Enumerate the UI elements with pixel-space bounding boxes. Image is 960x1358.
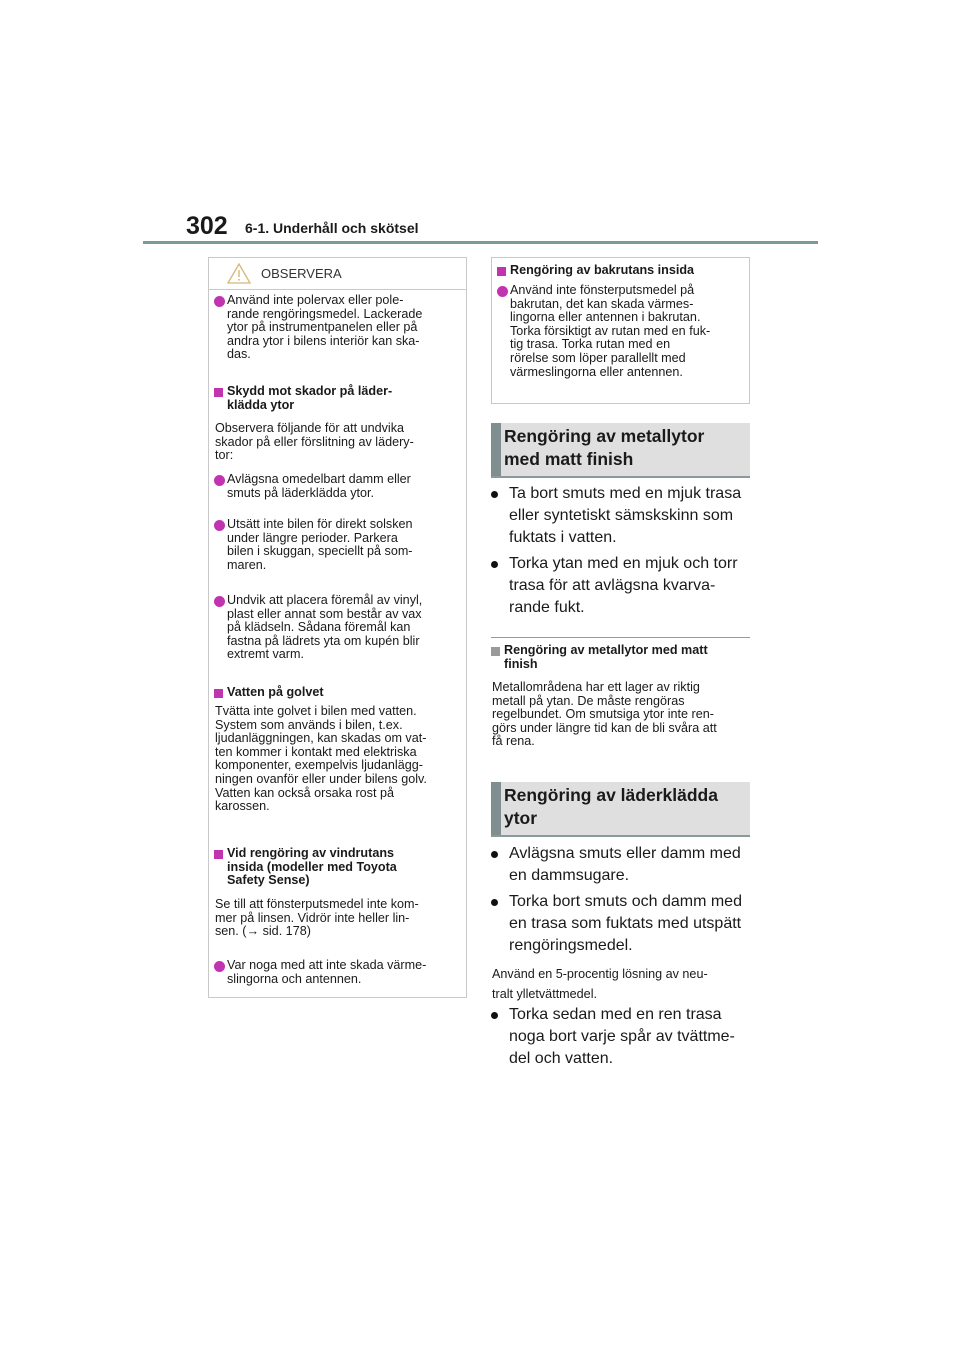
caution-title: OBSERVERA <box>261 266 342 281</box>
text-line: Skydd mot skador på läder- <box>227 384 393 398</box>
text-line: noga bort varje spår av tvättme- <box>509 1028 735 1045</box>
text-line: Metallområdena har ett lager av riktig <box>492 680 700 694</box>
leather-section-heading <box>491 782 750 837</box>
text-line: klädda ytor <box>227 397 295 412</box>
header-rule <box>143 241 818 244</box>
square-bullet-icon <box>497 267 506 276</box>
text-line: ljudanläggningen, kan skadas om vat- <box>215 731 427 746</box>
text-line: plast eller annat som består av vax <box>227 606 422 621</box>
text-line: eller syntetiskt sämskskinn som <box>509 507 734 524</box>
heading-bar <box>491 423 501 476</box>
text-line: rande fukt. <box>509 599 585 616</box>
text-line: bilen i skuggan, speciellt på som- <box>227 544 413 559</box>
text-line: ytor <box>504 808 538 828</box>
text-line: rengöringsmedel. <box>509 937 633 954</box>
rear-window-box <box>491 257 750 404</box>
text-line: fuktats i vatten. <box>509 529 617 546</box>
caution-box <box>208 257 467 998</box>
text-line: metall på ytan. De måste rengöras <box>492 693 685 708</box>
text-line: Vatten kan också orsaka rost på <box>215 785 394 800</box>
text-line: extremt varm. <box>227 647 304 662</box>
paragraph <box>215 898 419 939</box>
text-line: Avlägsna smuts eller damm med <box>509 845 741 862</box>
text-line: andra ytor i bilens interiör kan ska- <box>227 333 420 348</box>
text-line: tor: <box>215 448 234 463</box>
bullet-icon <box>214 596 225 607</box>
warning-triangle-icon <box>227 263 251 284</box>
bullet-icon <box>491 1012 498 1019</box>
text-line: ten kommer i kontakt med elektriska <box>215 744 417 759</box>
text-line: Torka bort smuts och damm med <box>509 893 742 910</box>
text-line: Vatten på golvet <box>227 685 324 699</box>
text-line: en trasa som fuktats med utspätt <box>509 915 742 932</box>
text-line: en dammsugare. <box>509 867 630 884</box>
text-line: Observera följande för att undvika <box>215 421 405 435</box>
text-line: sen. (→ sid. 178) <box>215 924 311 939</box>
text-line: Vid rengöring av vindrutans <box>227 846 395 860</box>
text-line: lingorna eller antennen i bakrutan. <box>510 310 701 325</box>
text-line: Se till att fönsterputsmedel inte kom- <box>215 897 419 911</box>
text-line: rörelse som löper parallellt med <box>510 350 686 365</box>
square-bullet-icon <box>214 388 223 397</box>
text-line: System som används i bilen, t.ex. <box>215 717 403 732</box>
bullet-icon <box>491 491 498 498</box>
bullet-icon <box>491 899 498 906</box>
text-line: Använd inte fönsterputsmedel på <box>510 283 695 297</box>
text-line: få rena. <box>492 734 535 749</box>
paragraph <box>492 964 708 1004</box>
text-line: Safety Sense) <box>227 873 310 888</box>
text-line: finish <box>504 656 538 671</box>
text-line: på klädseln. Sådana föremål kan <box>227 620 411 635</box>
divider <box>491 637 750 638</box>
bullet-icon <box>214 520 225 531</box>
text-line: bakrutan, det kan skada värmes- <box>510 296 694 311</box>
bullet-icon <box>491 561 498 568</box>
text-line: Torka sedan med en ren trasa <box>509 1006 722 1023</box>
text-line: regelbundet. Om smutsiga ytor inte ren- <box>492 707 714 722</box>
text-line: Torka försiktigt av rutan med en fuk- <box>510 323 711 338</box>
text-line: rande rengöringsmedel. Lackerade <box>227 306 423 321</box>
bullet-icon <box>214 961 225 972</box>
text-line: Ta bort smuts med en mjuk trasa <box>509 485 742 502</box>
text-line: komponenter, exempelvis ljudanlägg- <box>215 758 423 773</box>
text-line: Var noga med att inte skada värme- <box>227 958 427 972</box>
paragraph <box>215 705 427 814</box>
text-line: med matt finish <box>504 449 634 469</box>
text-line: Använd en 5-procentig lösning av neu- <box>492 967 708 981</box>
text-line: Utsätt inte bilen för direkt solsken <box>227 517 413 531</box>
paragraph <box>492 681 717 749</box>
text-line: under längre perioder. Parkera <box>227 530 398 545</box>
text-line: tig trasa. Torka rutan med en <box>510 337 671 352</box>
paragraph <box>215 422 414 463</box>
text-line: Använd inte polervax eller pole- <box>227 293 404 307</box>
bullet-icon <box>214 296 225 307</box>
caution-header <box>209 258 466 290</box>
text-line: slingorna och antennen. <box>227 971 362 986</box>
text-line: smuts på läderklädda ytor. <box>227 485 375 500</box>
text-line: Rengöring av metallytor med matt <box>504 643 708 657</box>
text-line: Rengöring av metallytor <box>504 426 705 446</box>
text-line: värmeslingorna eller antennen. <box>510 364 683 379</box>
text-line: das. <box>227 347 251 362</box>
text-line: Avlägsna omedelbart damm eller <box>227 472 411 486</box>
text-line: Undvik att placera föremål av vinyl, <box>227 593 423 607</box>
section-title: 6-1. Underhåll och skötsel <box>245 220 419 236</box>
text-line: görs under längre tid kan de bli svåra att <box>492 720 717 735</box>
text-line: insida (modeller med Toyota <box>227 859 397 874</box>
bullet-icon <box>497 286 508 297</box>
text-line: ningen ovanför eller under bilens golv. <box>215 771 427 786</box>
metal-section-heading <box>491 423 750 478</box>
text-line: ytor på instrumentpanelen eller på <box>227 320 418 335</box>
page-number: 302 <box>186 212 228 240</box>
text-line: Tvätta inte golvet i bilen med vatten. <box>215 704 417 718</box>
text-line: mer på linsen. Vidrör inte heller lin- <box>215 910 410 925</box>
text-line: Rengöring av bakrutans insida <box>510 263 695 277</box>
text-line: maren. <box>227 557 267 572</box>
text-line: trasa för att avlägsna kvarva- <box>509 577 716 594</box>
text-line: tralt ylletvättmedel. <box>492 987 597 1001</box>
square-bullet-icon <box>214 689 223 698</box>
square-bullet-icon <box>214 850 223 859</box>
square-bullet-icon <box>491 647 500 656</box>
text-line: del och vatten. <box>509 1050 614 1067</box>
bullet-icon <box>214 475 225 486</box>
text-line: Torka ytan med en mjuk och torr <box>509 555 738 572</box>
heading-bar <box>491 782 501 835</box>
bullet-icon <box>491 851 498 858</box>
text-line: karossen. <box>215 799 270 814</box>
text-line: Rengöring av läderklädda <box>504 785 718 805</box>
text-line: fastna på lädrets yta om kupén blir <box>227 633 420 648</box>
text-line: skador på eller förslitning av lädery- <box>215 434 414 449</box>
